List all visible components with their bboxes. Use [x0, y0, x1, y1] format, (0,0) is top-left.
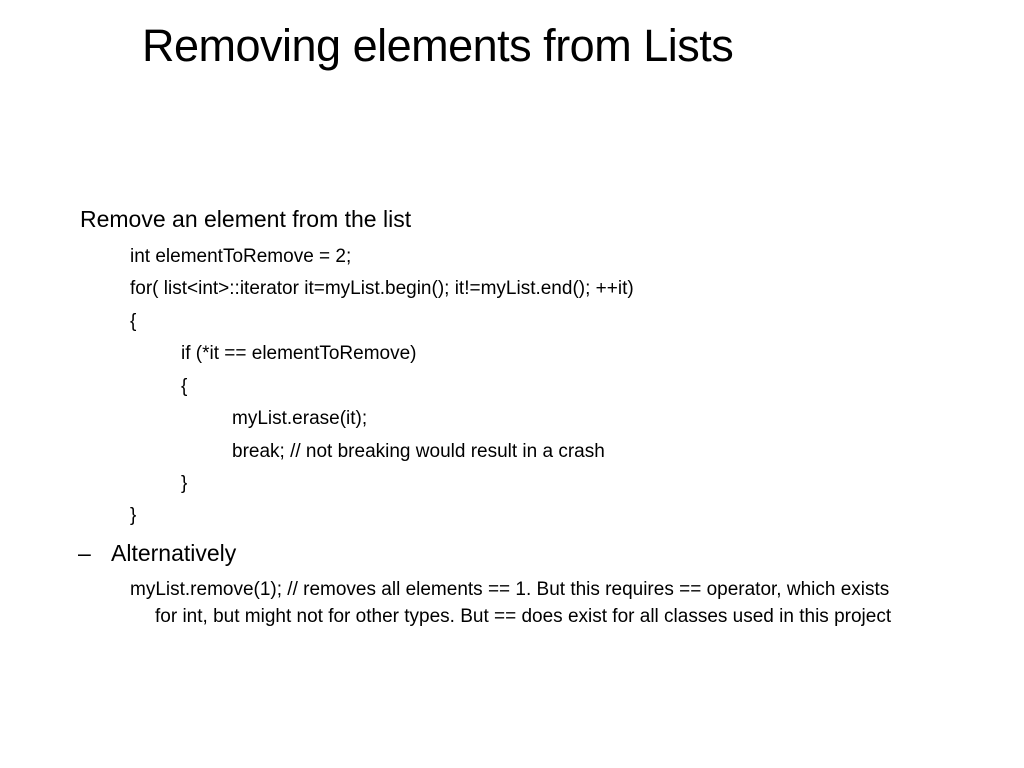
code-line-4: if (*it == elementToRemove) [181, 343, 417, 364]
code-line-3: { [130, 311, 137, 332]
dash-bullet: – [78, 540, 91, 566]
slide-title: Removing elements from Lists [142, 20, 734, 71]
code-line-5: { [181, 376, 188, 397]
alternative-heading: Alternatively [111, 540, 237, 566]
code-line-8: } [181, 473, 188, 494]
alternative-text-line-2: for int, but might not for other types. But == does exist for all classes used in this project [155, 606, 892, 627]
bullet-main: Remove an element from the list [80, 206, 412, 232]
code-line-2: for( list<int>::iterator it=myList.begin(); it!=myList.end(); ++it) [130, 278, 634, 299]
code-line-9: } [130, 505, 137, 526]
code-line-1: int elementToRemove = 2; [130, 246, 352, 267]
code-line-6: myList.erase(it); [232, 408, 368, 429]
code-line-7: break; // not breaking would result in a crash [232, 441, 605, 462]
alternative-text-line-1: myList.remove(1); // removes all elements == 1. But this requires == operator, which exists [130, 579, 890, 600]
alternative-text [130, 576, 990, 630]
